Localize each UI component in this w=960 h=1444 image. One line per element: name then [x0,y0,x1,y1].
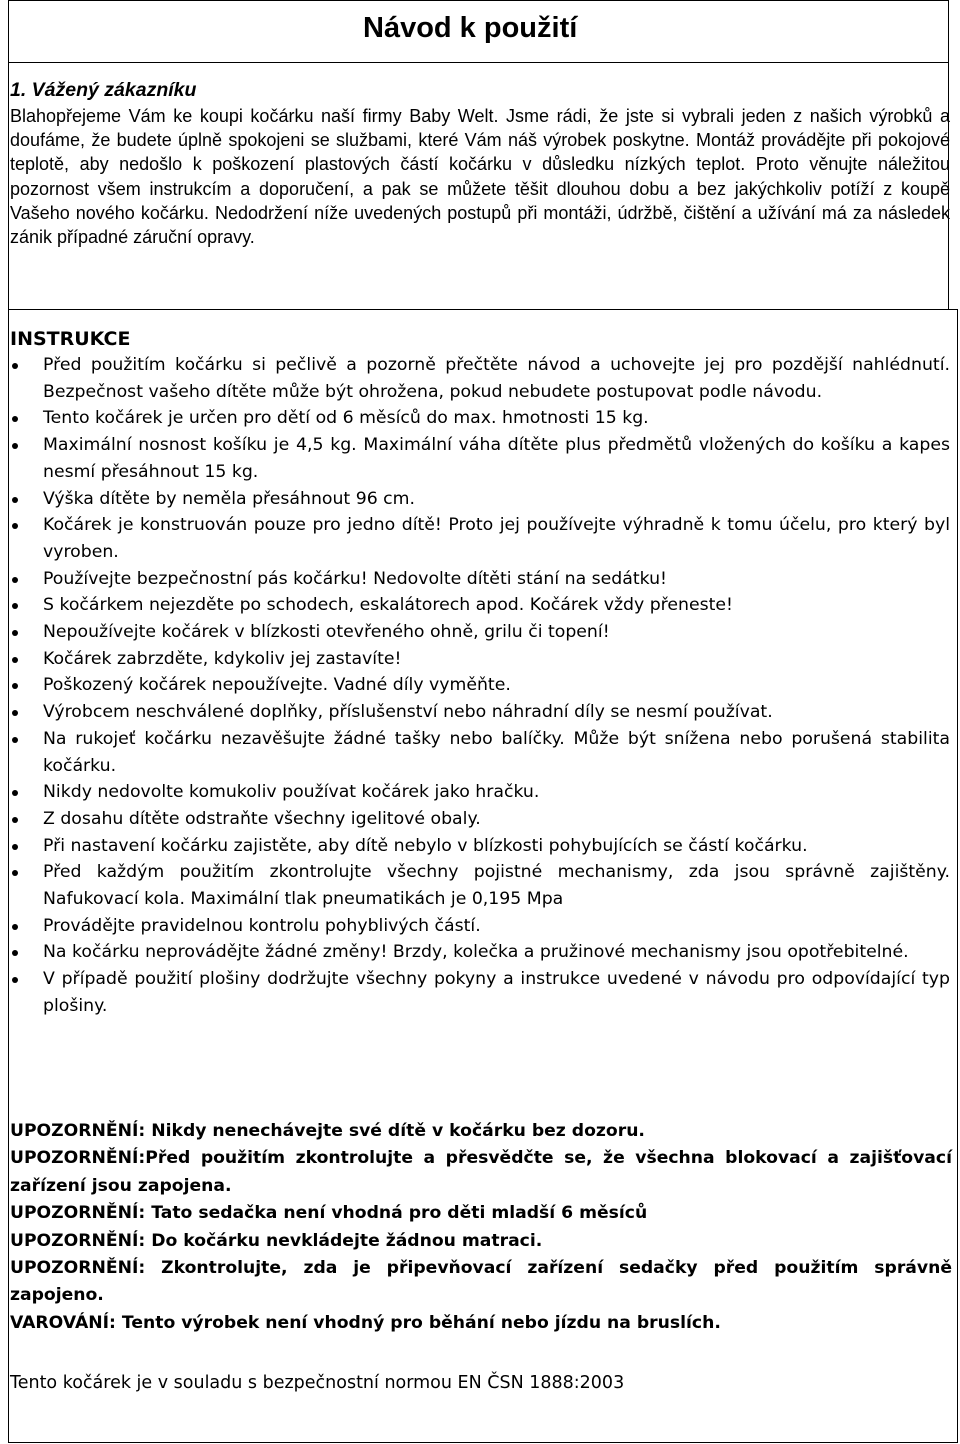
bullet-icon [12,844,18,850]
instruction-item [0,646,952,673]
bullet-icon [12,443,18,449]
instruction-item [0,833,952,860]
instruction-item [0,966,952,1019]
instruction-item [0,859,952,912]
instruction-text: Tento kočárek je určen pro dětí od 6 měsíců do max. hmotnosti 15 kg. [43,408,649,429]
warning-line: VAROVÁNÍ: Tento výrobek není vhodný pro běhání nebo jízdu na bruslích. [10,1312,721,1333]
bullet-icon [12,790,18,796]
instruction-text: Nikdy nedovolte komukoliv používat kočárek jako hračku. [43,782,540,803]
bullet-icon [12,630,18,636]
instruction-text: Poškozený kočárek nepoužívejte. Vadné díly vyměňte. [43,675,511,696]
instruction-item [0,486,952,513]
bullet-icon [12,924,18,930]
instruction-item [0,619,952,646]
bullet-icon [12,817,18,823]
warnings-block [10,1118,952,1337]
instruction-item [0,726,952,779]
instruction-item [0,512,952,565]
instructions-heading: INSTRUKCE [10,328,131,350]
instruction-text: Na kočárku neprovádějte žádné změny! Brzdy, kolečka a pružinové mechanismy jsou opotřebitelné. [43,942,909,963]
instruction-item [0,352,952,405]
bullet-icon [12,870,18,876]
instruction-text: Výška dítěte by neměla přesáhnout 96 cm. [43,488,416,509]
instruction-text: Nepoužívejte kočárek v blízkosti otevřeného ohně, grilu či topení! [43,622,610,643]
instruction-item [0,592,952,619]
instruction-text: Výrobcem neschválené doplňky, příslušenství nebo náhradní díly se nesmí používat. [43,702,773,723]
instruction-item [0,913,952,940]
warning-line: UPOZORNĚNÍ: Do kočárku nevkládejte žádnou matraci. [10,1230,543,1251]
bullet-icon [12,683,18,689]
instruction-text: Kočárek je konstruován pouze pro jedno dítě! Proto jej používejte výhradně k tomu účelu, pro který byl vyroben. [43,515,950,562]
standard-compliance-note: Tento kočárek je v souladu s bezpečnostní normou EN ČSN 1888:2003 [10,1373,625,1393]
bullet-icon [12,416,18,422]
instruction-item [0,699,952,726]
bullet-icon [12,977,18,983]
warning-line: UPOZORNĚNÍ: Tato sedačka není vhodná pro děti mladší 6 měsíců [10,1203,648,1224]
instruction-text: Provádějte pravidelnou kontrolu pohyblivých částí. [43,915,481,936]
bullet-icon [12,363,18,369]
warning-line: UPOZORNĚNÍ: Nikdy nenechávejte své dítě v kočárku bez dozoru. [10,1121,645,1141]
instruction-item [0,806,952,833]
instruction-text: Z dosahu dítěte odstraňte všechny igelitové obaly. [43,808,481,829]
bullet-icon [12,603,18,609]
bullet-icon [12,737,18,743]
bullet-icon [12,577,18,583]
instruction-text: Před každým použitím zkontrolujte všechny pojistné mechanismy, zda jsou správně zajištěny. Nafukovací kola. Maximální tlak pneumatikách je 0,195 Mpa [43,862,950,910]
instructions-list [0,352,952,1020]
instruction-text: Maximální nosnost košíku je 4,5 kg. Maximální váha dítěte plus předmětů vložených do košíku a kapes nesmí přesáhnout 15 kg. [43,435,950,482]
intro-heading: 1. Vážený zákazníku [10,79,197,101]
instruction-text: Kočárek zabrzděte, kdykoliv jej zastavíte! [43,648,402,669]
bullet-icon [12,523,18,529]
instruction-item [0,939,952,966]
instruction-item [0,566,952,593]
instruction-text: V případě použití plošiny dodržujte všechny pokyny a instrukce uvedené v návodu pro odpovídající typ plošiny. [43,969,950,1016]
page-title: Návod k použití [363,12,578,44]
warning-line: UPOZORNĚNÍ:Před použitím zkontrolujte a přesvědčte se, že všechna blokovací a zajišťovací zařízení jsou zapojena. [10,1148,952,1196]
bullet-icon [12,497,18,503]
warning-line: UPOZORNĚNÍ: Zkontrolujte, zda je připevňovací zařízení sedačky před použitím správně zapojeno. [10,1258,952,1306]
bullet-icon [12,950,18,956]
instruction-item [0,779,952,806]
instruction-text: Na rukojeť kočárku nezavěšujte žádné tašky nebo balíčky. Může být snížena nebo porušená stabilita kočárku. [43,728,950,776]
instruction-text: S kočárkem nejezděte po schodech, eskalátorech apod. Kočárek vždy přeneste! [43,595,733,616]
instruction-item [0,432,952,485]
intro-paragraph: Blahopřejeme Vám ke koupi kočárku naší firmy Baby Welt. Jsme rádi, že jste si vybrali jeden z našich výrobků a doufáme, že budete úplně spokojeni se službami, které Vám náš výrobek poskytne. Montáž provádějte při pokojové teplotě, aby nedošlo k poškození plastových částí kočárku v důsledku nízkých teplot. Proto věnujte náležitou pozornost všem instrukcím a doporučení, a pak se můžete těšit dlouhou dobu a bez jakýchkoliv potíží z koupě Vašeho nového kočárku. Nedodržení níže uvedených postupů při montáži, údržbě, čištění a užívání má za následek zánik případné záruční opravy. [10,106,950,248]
instruction-item [0,405,952,432]
instruction-text: Před použitím kočárku si pečlivě a pozorně přečtěte návod a uchovejte jej pro pozdější nahlédnutí. Bezpečnost vašeho dítěte může být ohrožena, pokud nebudete postupovat podle návodu. [43,355,950,402]
instruction-text: Při nastavení kočárku zajistěte, aby dítě nebylo v blízkosti pohybujících se částí kočárku. [43,835,808,856]
instruction-item [0,672,952,699]
instruction-text: Používejte bezpečnostní pás kočárku! Nedovolte dítěti stání na sedátku! [43,568,667,589]
bullet-icon [12,657,18,663]
bullet-icon [12,710,18,716]
